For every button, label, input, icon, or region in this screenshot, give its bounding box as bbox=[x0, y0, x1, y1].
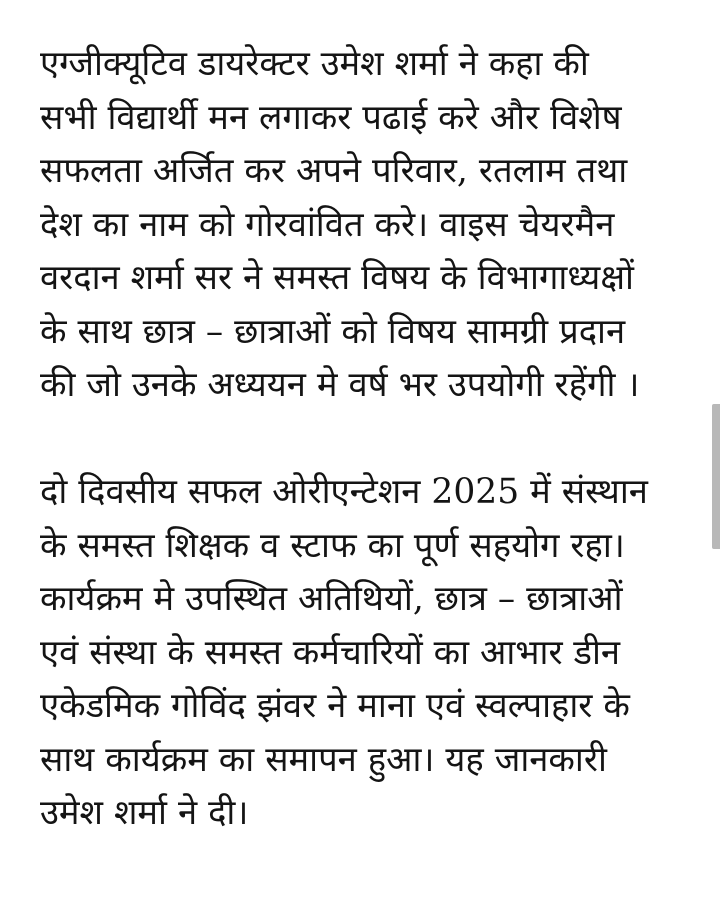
text-line: के साथ छात्र – छात्राओं को विषय सामग्री प्रदान bbox=[40, 311, 626, 352]
scrollbar-thumb[interactable] bbox=[712, 404, 720, 549]
text-line: साथ कार्यक्रम का समापन हुआ। यह जानकारी bbox=[40, 739, 607, 780]
text-line: दो दिवसीय सफल ओरीएन्टेशन 2025 में संस्थान bbox=[40, 472, 648, 512]
text-line: वरदान शर्मा सर ने समस्त विषय के विभागाध्यक्षों bbox=[40, 258, 634, 298]
text-line: कार्यक्रम मे उपस्थित अतिथियों, छात्र – छात्राओं bbox=[40, 579, 623, 619]
text-line: की जो उनके अध्ययन मे वर्ष भर उपयोगी रहेंगी । bbox=[40, 365, 640, 405]
text-line: सभी विद्यार्थी मन लगाकर पढाई करे और विशेष bbox=[40, 97, 622, 138]
paragraph-1 bbox=[40, 38, 690, 413]
text-line: देश का नाम को गोरवांवित करे। वाइस चेयरमैन bbox=[40, 204, 615, 245]
text-line: सफलता अर्जित कर अपने परिवार, रतलाम तथा bbox=[40, 151, 628, 191]
article-body bbox=[40, 38, 690, 841]
text-line: एग्जीक्यूटिव डायरेक्टर उमेश शर्मा ने कहा की bbox=[40, 44, 589, 84]
text-line: उमेश शर्मा ने दी। bbox=[40, 793, 249, 833]
text-line: एकेडमिक गोविंद झंवर ने माना एवं स्वल्पाहार के bbox=[40, 686, 630, 726]
text-line: के समस्त शिक्षक व स्टाफ का पूर्ण सहयोग रहा। bbox=[40, 525, 625, 566]
paragraph-spacer bbox=[40, 413, 690, 467]
paragraph-2 bbox=[40, 466, 690, 841]
text-line: एवं संस्था के समस्त कर्मचारियों का आभार डीन bbox=[40, 632, 621, 673]
